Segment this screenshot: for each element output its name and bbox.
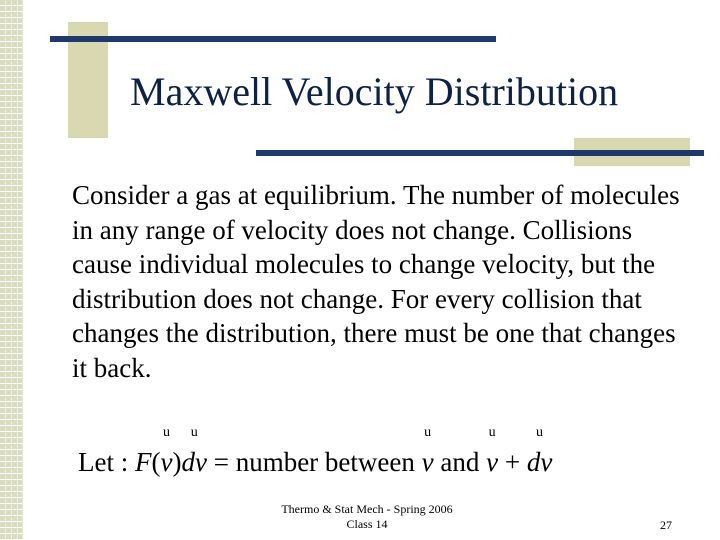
formula-dv1-symbol: dv: [181, 447, 207, 477]
slide-page-number: 27: [660, 518, 672, 532]
vector-mark-icon: u: [162, 425, 170, 440]
formula-close-paren: ): [172, 447, 182, 477]
slide-body-text: Consider a gas at equilibrium. The number of molecules in any range of velocity does not change. Collisions cause individual molecules to change velocity, but the distribution does not change. For every collision that changes the distribution, there must be one that changes it back.: [72, 180, 680, 383]
formula-v2-symbol: v: [421, 447, 434, 477]
formula-equals: =: [213, 447, 229, 477]
formula-and: and: [440, 447, 480, 477]
formula-vector-v3: [486, 425, 499, 482]
vector-mark-icon: u: [488, 425, 496, 440]
formula: [78, 425, 553, 482]
formula-vector-v1: [160, 425, 173, 482]
vector-mark-icon: u: [536, 425, 544, 440]
footer-class-line: Class 14: [346, 517, 388, 531]
vector-mark-icon: u: [190, 425, 198, 440]
formula-function: F: [134, 447, 152, 477]
formula-v1-symbol: v: [160, 447, 173, 477]
formula-open-paren: (: [151, 447, 161, 477]
vector-mark-icon: u: [424, 425, 432, 440]
navy-rule-mid: [256, 150, 704, 156]
footer-course-line: Thermo & Stat Mech - Spring 2006: [281, 502, 453, 516]
formula-vector-v2: [421, 425, 434, 482]
formula-text: number between: [235, 447, 415, 477]
navy-rule-top: [50, 36, 496, 42]
formula-v3-symbol: v: [486, 447, 499, 477]
formula-plus: +: [504, 447, 521, 477]
slide-footer: [222, 502, 512, 532]
formula-dv1: [181, 425, 207, 482]
formula-dv2: [526, 425, 553, 482]
formula-prefix: Let :: [78, 447, 129, 477]
left-stripe-decoration: [0, 0, 23, 540]
slide-title: Maxwell Velocity Distribution: [130, 69, 619, 114]
formula-dv2-symbol: dv: [526, 447, 553, 477]
